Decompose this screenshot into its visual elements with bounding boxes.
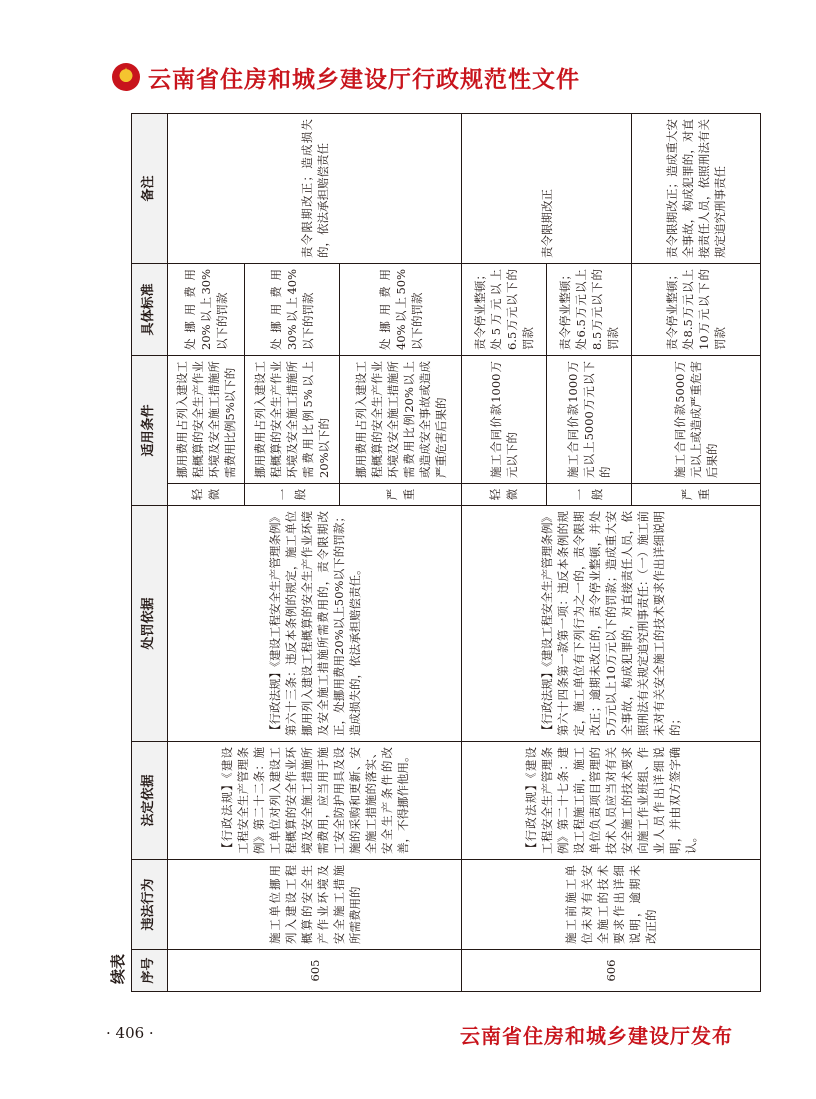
row-level: 一般 [547,484,632,506]
row-level: 严重 [632,484,761,506]
row-act: 施工前施工单位未对有关安全施工的技术要求作出详细说明，逾期未改正的 [462,860,761,950]
row-condition: 施工合同价款1000万元以下的 [462,355,547,483]
row-legal: 【行政法规】《建设工程安全生产管理条例》第二十二条：施工单位对列入建设工程概算的安全作业环境及安全施工措施所需费用，应当用于施工安全防护用具及设施的采购和更新、安全施工措施的落实、安全生产条件的改善，不得挪作他用。 [167,742,461,860]
row-standard: 责令停业整顿；处8.5万元以上10万元以下的罚款 [632,263,761,355]
row-condition: 施工合同价款1000万元以上5000万元以下的 [547,355,632,483]
col-header-penalty: 处罚依据 [132,506,168,742]
row-condition: 挪用费用占列入建设工程概算的安全生产作业环境及安全施工措施所需费用比例5%以下的 [167,355,244,483]
penalty-table [131,113,761,992]
col-header-standard: 具体标准 [132,263,168,355]
row-condition: 挪用费用占列入建设工程概算的安全生产作业环境及安全施工措施所需费用比例20%以上或造成安全事故或造成严重危害后果的 [340,355,462,483]
row-level: 一般 [245,484,340,506]
row-penalty: 【行政法规】《建设工程安全生产管理条例》第六十四条第一款第一项：违反本条例的规定，施工单位有下列行为之一的，责令限期改正；逾期未改正的，责令停业整顿，并处5万元以上10万元以下的罚款；造成重大安全事故，构成犯罪的，对直接责任人员，依照刑法有关规定追究刑事责任：（一）施工前未对有关安全施工的技术要求作出详细说明的； [462,506,761,742]
continued-label: 续表 [109,953,127,984]
row-no: 605 [167,950,461,992]
rotated-table-block [107,114,761,992]
row-standard: 责令停业整顿；处6.5万元以上8.5万元以下的罚款 [547,263,632,355]
footer-publisher: 云南省住房和城乡建设厅发布 [460,1024,733,1048]
row-note: 责令限期改正；造成损失的，依法承担赔偿责任 [167,113,461,263]
row-note: 责令限期改正；造成重大安全事故，构成犯罪的，对直接责任人员，依照刑法有关规定追究刑事责任 [632,113,761,263]
col-header-no: 序号 [132,950,168,992]
header-title: 云南省住房和城乡建设厅行政规范性文件 [148,66,580,93]
row-standard: 处挪用费用20%以上30%以下的罚款 [167,263,244,355]
table-row [167,113,244,991]
row-legal: 【行政法规】《建设工程安全生产管理条例》第二十七条：建设工程施工前，施工单位负责项目管理的技术人员应当对有关安全施工的技术要求向施工作业班组、作业人员作出详细说明，并由双方签字确认。 [462,742,761,860]
row-condition: 施工合同价款5000万元以上或造成严重危害后果的 [632,355,761,483]
row-level: 轻微 [462,484,547,506]
national-emblem-icon [112,63,140,91]
row-level: 严重 [340,484,462,506]
table-row [462,113,547,991]
row-no: 606 [462,950,761,992]
col-header-condition: 适用条件 [132,355,168,505]
row-standard: 处挪用费用40%以上50%以下的罚款 [340,263,462,355]
row-note: 责令限期改正 [462,113,632,263]
col-header-note: 备注 [132,113,168,263]
row-penalty: 【行政法规】《建设工程安全生产管理条例》第六十三条：违反本条例的规定，施工单位挪用列入建设工程概算的安全生产作业环境及安全施工措施所需费用的，责令限期改正，处挪用费用20%以上50%以下的罚款；造成损失的，依法承担赔偿责任。 [167,506,461,742]
row-act: 施工单位挪用列入建设工程概算的安全生产作业环境及安全施工措施所需费用的 [167,860,461,950]
row-condition: 挪用费用占列入建设工程概算的安全生产作业环境及安全施工措施所需费用比例5%以上20%以下的 [245,355,340,483]
page-number: · 406 · [106,1024,154,1042]
page-header [112,60,580,94]
row-standard: 处挪用费用30%以上40%以下的罚款 [245,263,340,355]
row-level: 轻微 [167,484,244,506]
table-header-row [132,113,168,991]
col-header-act: 违法行为 [132,860,168,950]
col-header-legal: 法定依据 [132,742,168,860]
row-standard: 责令停业整顿；处5万元以上6.5万元以下的罚款 [462,263,547,355]
